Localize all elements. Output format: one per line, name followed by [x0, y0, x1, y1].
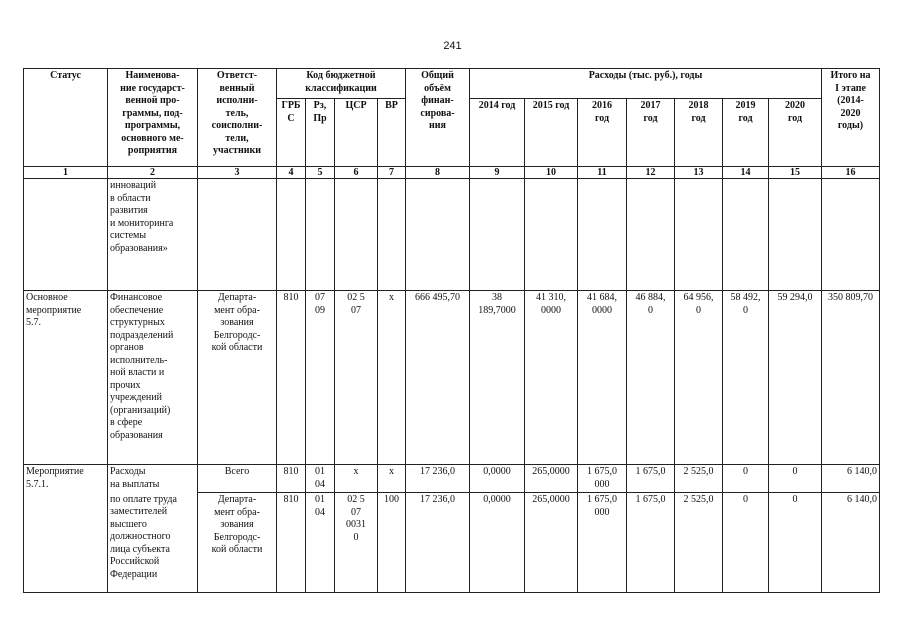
header-2018: 2018 год	[675, 99, 723, 167]
y2014-cell: 38 189,7000	[470, 291, 525, 465]
name-cell: Расходы на выплаты	[108, 465, 198, 493]
rz-pr-cell: 07 09	[306, 291, 335, 465]
y2017-cell: 46 884, 0	[627, 291, 675, 465]
header-total: Общий объём финан- сирова- ния	[406, 69, 470, 167]
header-2017: 2017 год	[627, 99, 675, 167]
header-2016: 2016 год	[578, 99, 627, 167]
page-number: 241	[443, 40, 462, 52]
y2018-cell: 64 956, 0	[675, 291, 723, 465]
header-2019: 2019 год	[723, 99, 769, 167]
col-number: 3	[198, 167, 277, 179]
column-number-row	[24, 167, 880, 179]
header-grbs: ГРБ С	[277, 99, 306, 167]
total-cell: 17 236,0	[406, 493, 470, 593]
col-number: 14	[723, 167, 769, 179]
header-expenses: Расходы (тыс. руб.), годы	[470, 69, 822, 99]
csr-cell: 02 5 07	[335, 291, 378, 465]
y2014-cell: 0,0000	[470, 493, 525, 593]
header-row-1	[24, 69, 880, 99]
vr-cell: х	[378, 465, 406, 493]
y2020-cell: 59 294,0	[769, 291, 822, 465]
stage-total-cell: 350 809,70	[822, 291, 880, 465]
col-number: 9	[470, 167, 525, 179]
col-number: 2	[108, 167, 198, 179]
table-row-event-total	[24, 465, 880, 493]
y2018-cell: 2 525,0	[675, 465, 723, 493]
col-number: 10	[525, 167, 578, 179]
header-csr: ЦСР	[335, 99, 378, 167]
y2016-cell: 41 684, 0000	[578, 291, 627, 465]
header-status: Статус	[24, 69, 108, 167]
total-cell: 666 495,70	[406, 291, 470, 465]
csr-cell: 02 5 07 0031 0	[335, 493, 378, 593]
table-row-event-department	[24, 493, 880, 593]
grbs-cell: 810	[277, 493, 306, 593]
col-number: 12	[627, 167, 675, 179]
y2015-cell: 265,0000	[525, 465, 578, 493]
budget-table	[23, 68, 880, 593]
col-number: 11	[578, 167, 627, 179]
name-cell: Финансовое обеспечение структурных подразделений органов исполнитель- ной власти и прочих учреждений (организаций) в сфере образования	[108, 291, 198, 465]
y2019-cell: 58 492, 0	[723, 291, 769, 465]
header-rz-pr: Рз, Пр	[306, 99, 335, 167]
col-number: 13	[675, 167, 723, 179]
responsible-cell: Департа- мент обра- зования Белгородс- кой области	[198, 493, 277, 593]
name-cell: по оплате труда заместителей высшего должностного лица субъекта Российской Федерации	[108, 493, 198, 593]
header-stage-total: Итого на I этапе (2014- 2020 годы)	[822, 69, 880, 167]
status-cell: Мероприятие 5.7.1.	[24, 465, 108, 593]
y2016-cell: 1 675,0 000	[578, 465, 627, 493]
table-row-main-activity	[24, 291, 880, 465]
col-number: 16	[822, 167, 880, 179]
rz-pr-cell: 01 04	[306, 493, 335, 593]
table-row-continuation	[24, 179, 880, 291]
header-vr: ВР	[378, 99, 406, 167]
col-number: 4	[277, 167, 306, 179]
csr-cell: х	[335, 465, 378, 493]
y2015-cell: 41 310, 0000	[525, 291, 578, 465]
y2020-cell: 0	[769, 493, 822, 593]
col-number: 7	[378, 167, 406, 179]
y2017-cell: 1 675,0	[627, 493, 675, 593]
rz-pr-cell: 01 04	[306, 465, 335, 493]
name-cell: инноваций в области развития и мониторинга системы образования»	[108, 179, 198, 291]
header-2020: 2020 год	[769, 99, 822, 167]
vr-cell: 100	[378, 493, 406, 593]
col-number: 8	[406, 167, 470, 179]
y2017-cell: 1 675,0	[627, 465, 675, 493]
header-2015: 2015 год	[525, 99, 578, 167]
y2014-cell: 0,0000	[470, 465, 525, 493]
col-number: 1	[24, 167, 108, 179]
y2019-cell: 0	[723, 465, 769, 493]
y2016-cell: 1 675,0 000	[578, 493, 627, 593]
grbs-cell: 810	[277, 465, 306, 493]
col-number: 15	[769, 167, 822, 179]
vr-cell: х	[378, 291, 406, 465]
y2018-cell: 2 525,0	[675, 493, 723, 593]
stage-total-cell: 6 140,0	[822, 465, 880, 493]
header-budget-code: Код бюджетной классификации	[277, 69, 406, 99]
header-responsible: Ответст- венный исполни- тель, соисполни- тели, участники	[198, 69, 277, 167]
y2015-cell: 265,0000	[525, 493, 578, 593]
status-cell: Основное мероприятие 5.7.	[24, 291, 108, 465]
total-cell: 17 236,0	[406, 465, 470, 493]
col-number: 5	[306, 167, 335, 179]
grbs-cell: 810	[277, 291, 306, 465]
y2019-cell: 0	[723, 493, 769, 593]
header-2014: 2014 год	[470, 99, 525, 167]
col-number: 6	[335, 167, 378, 179]
stage-total-cell: 6 140,0	[822, 493, 880, 593]
responsible-cell: Всего	[198, 465, 277, 493]
header-name: Наименова- ние государст- венной про- граммы, под- программы, основного ме- роприятия	[108, 69, 198, 167]
y2020-cell: 0	[769, 465, 822, 493]
responsible-cell: Департа- мент обра- зования Белгородс- кой области	[198, 291, 277, 465]
